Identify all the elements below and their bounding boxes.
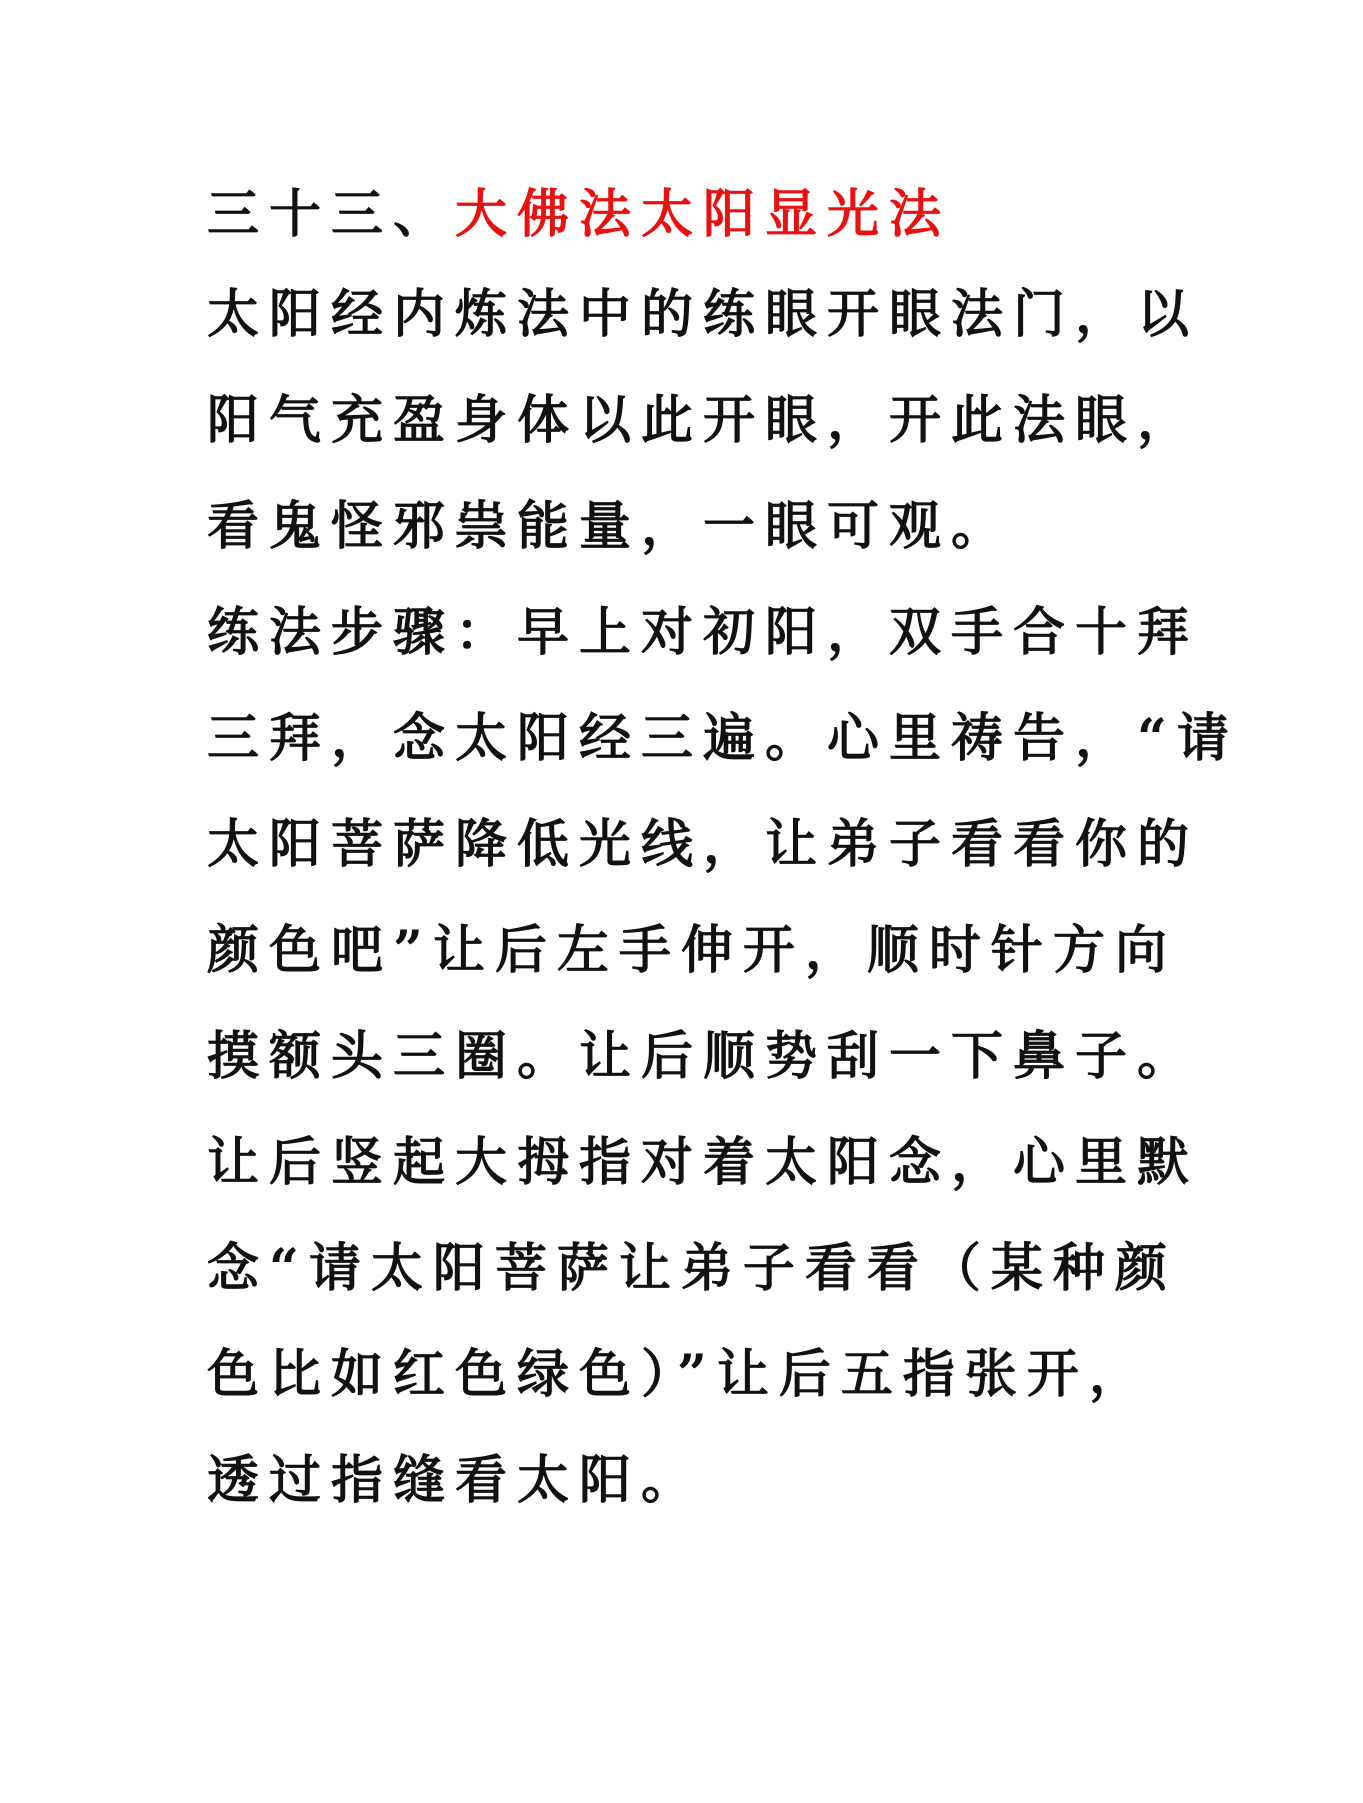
text-line: 色比如红色绿色）”让后五指张开， [207,1344,1151,1405]
document-body [207,282,1239,1554]
text-line: 太阳菩萨降低光线，让弟子看看你的 [207,814,1200,875]
text-line: 让后竖起大拇指对着太阳念，心里默 [207,1132,1200,1193]
text-line: 看鬼怪邪祟能量，一眼可观。 [207,496,1014,557]
heading-title: 大佛法太阳显光法 [455,184,952,245]
text-line: 透过指缝看太阳。 [207,1450,704,1511]
section-heading [207,182,951,248]
text-line: 阳气充盈身体以此开眼，开此法眼， [207,390,1200,451]
text-line: 三拜，念太阳经三遍。心里祷告，“请 [207,708,1239,769]
text-line: 练法步骤：早上对初阳，双手合十拜 [207,602,1200,663]
text-line: 摸额头三圈。让后顺势刮一下鼻子。 [207,1026,1200,1087]
heading-number: 三十三、 [207,184,456,245]
text-line: 颜色吧”让后左手伸开，顺时针方向 [207,920,1177,981]
text-line: 太阳经内炼法中的练眼开眼法门，以 [207,284,1200,345]
text-line: 念“请太阳菩萨让弟子看看（某种颜 [207,1238,1177,1299]
